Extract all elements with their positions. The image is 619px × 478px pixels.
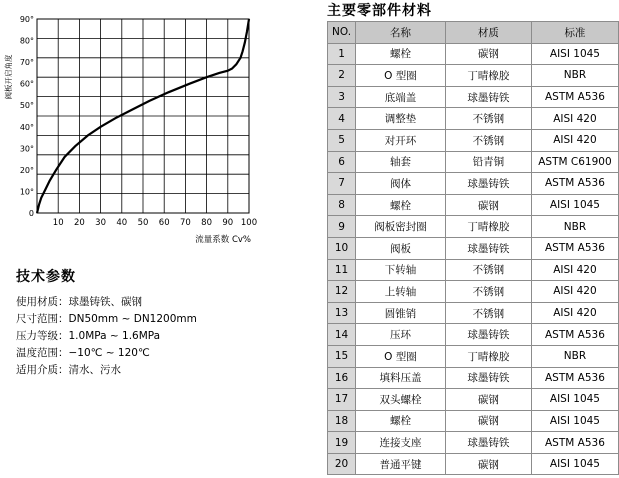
table-row <box>328 43 619 65</box>
cell-name: 螺栓 <box>356 410 446 432</box>
cell-name: 螺栓 <box>356 43 446 65</box>
y-tick-label: 70° <box>19 58 34 68</box>
y-tick-label: 40° <box>19 122 34 132</box>
cell-name: 底端盖 <box>356 86 446 108</box>
cell-material: 铅青铜 <box>445 151 531 173</box>
table-row <box>328 324 619 346</box>
parts-table-body <box>328 43 619 475</box>
cell-material: 碳钢 <box>445 389 531 411</box>
cell-no: 10 <box>328 237 356 259</box>
cell-name: 轴套 <box>356 151 446 173</box>
cell-no: 5 <box>328 129 356 151</box>
tech-param-line: 使用材质：球墨铸铁、碳钢 <box>16 296 142 308</box>
cell-material: 球墨铸铁 <box>445 432 531 454</box>
y-tick-label: 0 <box>28 209 34 218</box>
cell-name: O 型圈 <box>356 345 446 367</box>
cell-standard: AISI 420 <box>531 129 618 151</box>
cell-standard: ASTM A536 <box>531 324 618 346</box>
cell-material: 丁晴橡胶 <box>445 65 531 87</box>
parts-section <box>327 0 619 475</box>
cell-standard: ASTM A536 <box>531 367 618 389</box>
cell-material: 碳钢 <box>445 453 531 475</box>
x-tick-label: 70 <box>179 218 191 228</box>
cell-no: 14 <box>328 324 356 346</box>
x-tick-label: 80 <box>201 218 213 228</box>
y-tick-label: 30° <box>19 144 34 154</box>
cell-name: 填料压盖 <box>356 367 446 389</box>
flow-characteristic-chart <box>0 0 300 250</box>
y-tick-label: 80° <box>19 36 34 46</box>
tech-param-line: 尺寸范围：DN50mm ~ DN1200mm <box>16 313 197 325</box>
cell-material: 碳钢 <box>445 194 531 216</box>
y-tick-label: 10° <box>19 187 34 197</box>
x-tick-label: 90 <box>222 218 234 228</box>
header-material: 材质 <box>445 22 531 44</box>
cell-no: 20 <box>328 453 356 475</box>
x-tick-label: 60 <box>158 218 170 228</box>
table-row <box>328 65 619 87</box>
table-row <box>328 281 619 303</box>
cell-standard: AISI 420 <box>531 108 618 130</box>
table-row <box>328 367 619 389</box>
cell-no: 16 <box>328 367 356 389</box>
cell-standard: AISI 1045 <box>531 410 618 432</box>
cell-name: 圆锥销 <box>356 302 446 324</box>
cell-name: 压环 <box>356 324 446 346</box>
table-row <box>328 410 619 432</box>
cell-standard: NBR <box>531 65 618 87</box>
cell-material: 不锈钢 <box>445 302 531 324</box>
cell-standard: AISI 420 <box>531 281 618 303</box>
x-tick-label: 20 <box>73 218 85 228</box>
table-row <box>328 129 619 151</box>
cell-no: 17 <box>328 389 356 411</box>
tech-param-line: 温度范围：−10℃ ~ 120℃ <box>16 347 150 359</box>
cell-no: 11 <box>328 259 356 281</box>
y-tick-label: 50° <box>19 101 34 111</box>
cell-standard: AISI 420 <box>531 302 618 324</box>
y-tick-label: 90° <box>19 15 34 24</box>
table-row <box>328 194 619 216</box>
cell-material: 球墨铸铁 <box>445 173 531 195</box>
table-row <box>328 173 619 195</box>
cell-no: 1 <box>328 43 356 65</box>
header-no: NO. <box>328 22 356 44</box>
cell-material: 丁晴橡胶 <box>445 345 531 367</box>
cell-name: 调整垫 <box>356 108 446 130</box>
header-standard: 标准 <box>531 22 618 44</box>
cell-no: 7 <box>328 173 356 195</box>
cell-standard: NBR <box>531 216 618 238</box>
cell-standard: ASTM A536 <box>531 86 618 108</box>
cell-standard: AISI 1045 <box>531 389 618 411</box>
cell-standard: ASTM C61900 <box>531 151 618 173</box>
table-row <box>328 108 619 130</box>
y-tick-labels <box>20 15 34 218</box>
cell-material: 球墨铸铁 <box>445 324 531 346</box>
tech-param-line: 压力等级：1.0MPa ~ 1.6MPa <box>16 330 161 342</box>
table-row <box>328 432 619 454</box>
header-name: 名称 <box>356 22 446 44</box>
table-row <box>328 389 619 411</box>
cell-name: 下转轴 <box>356 259 446 281</box>
table-row <box>328 237 619 259</box>
cell-material: 碳钢 <box>445 410 531 432</box>
cell-name: 对开环 <box>356 129 446 151</box>
cell-standard: AISI 1045 <box>531 194 618 216</box>
table-row <box>328 151 619 173</box>
cell-material: 丁晴橡胶 <box>445 216 531 238</box>
y-tick-label: 60° <box>19 79 34 89</box>
table-header-row <box>328 22 619 44</box>
tech-params-title: 技术参数 <box>16 269 76 285</box>
cell-standard: NBR <box>531 345 618 367</box>
cell-material: 球墨铸铁 <box>445 86 531 108</box>
cell-standard: AISI 420 <box>531 259 618 281</box>
cell-material: 不锈钢 <box>445 281 531 303</box>
chart-grid <box>37 19 249 213</box>
cell-standard: ASTM A536 <box>531 237 618 259</box>
cell-standard: ASTM A536 <box>531 432 618 454</box>
cell-material: 球墨铸铁 <box>445 367 531 389</box>
cell-no: 8 <box>328 194 356 216</box>
x-tick-label: 10 <box>52 218 64 228</box>
y-axis-label: 阀板开启角度 <box>4 54 13 100</box>
cell-no: 13 <box>328 302 356 324</box>
cell-no: 4 <box>328 108 356 130</box>
cell-material: 不锈钢 <box>445 129 531 151</box>
cell-name: 双头螺栓 <box>356 389 446 411</box>
cell-no: 18 <box>328 410 356 432</box>
cell-material: 球墨铸铁 <box>445 237 531 259</box>
tech-params-list <box>16 294 197 379</box>
cell-name: 螺栓 <box>356 194 446 216</box>
cell-no: 3 <box>328 86 356 108</box>
cell-material: 碳钢 <box>445 43 531 65</box>
cell-standard: ASTM A536 <box>531 173 618 195</box>
cell-no: 15 <box>328 345 356 367</box>
table-row <box>328 216 619 238</box>
cell-name: O 型圈 <box>356 65 446 87</box>
cell-no: 6 <box>328 151 356 173</box>
tech-params-section <box>16 266 197 379</box>
x-axis-label: 流量系数 Cv% <box>195 235 251 245</box>
cell-material: 不锈钢 <box>445 108 531 130</box>
parts-table <box>327 21 619 475</box>
table-row <box>328 302 619 324</box>
table-row <box>328 86 619 108</box>
x-tick-label: 100 <box>240 218 258 228</box>
x-tick-label: 30 <box>95 218 107 228</box>
table-row <box>328 345 619 367</box>
cell-name: 上转轴 <box>356 281 446 303</box>
cell-material: 不锈钢 <box>445 259 531 281</box>
cell-name: 阀体 <box>356 173 446 195</box>
parts-title: 主要零部件材料 <box>327 3 432 19</box>
cell-no: 12 <box>328 281 356 303</box>
cell-name: 普通平键 <box>356 453 446 475</box>
cell-no: 19 <box>328 432 356 454</box>
y-tick-label: 20° <box>19 165 34 175</box>
table-row <box>328 453 619 475</box>
table-row <box>328 259 619 281</box>
x-tick-label: 50 <box>137 218 149 228</box>
cell-standard: AISI 1045 <box>531 453 618 475</box>
cell-name: 阀板 <box>356 237 446 259</box>
tech-param-line: 适用介质：清水、污水 <box>16 364 121 376</box>
cell-no: 9 <box>328 216 356 238</box>
x-tick-labels <box>53 218 257 228</box>
cell-standard: AISI 1045 <box>531 43 618 65</box>
x-tick-label: 40 <box>116 218 128 228</box>
cell-no: 2 <box>328 65 356 87</box>
cell-name: 连接支座 <box>356 432 446 454</box>
cell-name: 阀板密封圈 <box>356 216 446 238</box>
